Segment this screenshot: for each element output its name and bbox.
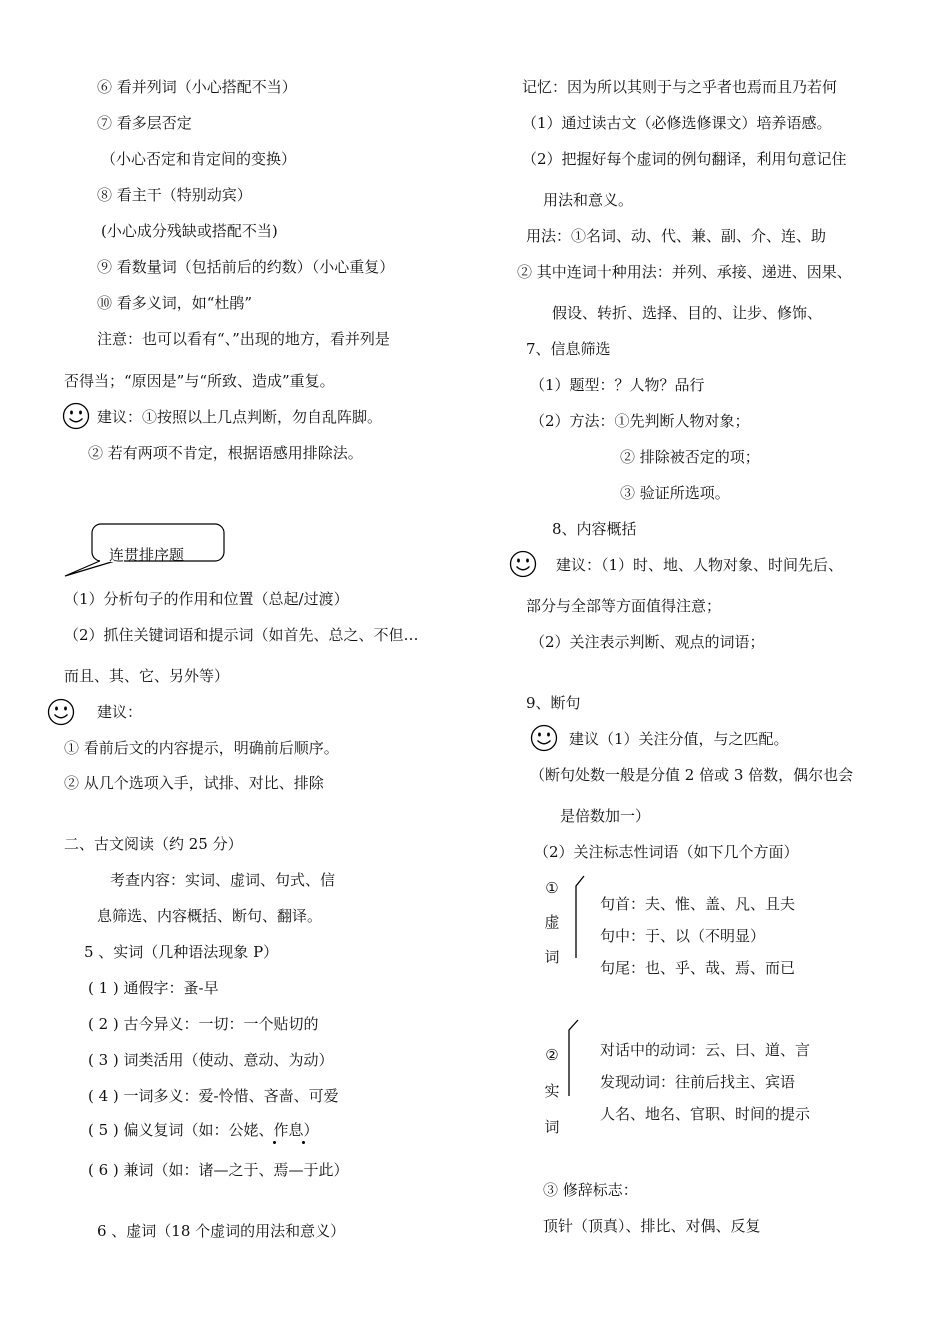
- callout-label: 连贯排序题: [109, 546, 185, 564]
- group-label-char: 词: [544, 948, 560, 966]
- text-line: （2）把握好每个虚词的例句翻译，利用句意记住: [522, 150, 847, 168]
- list-item: 句尾：也、乎、哉、焉、而已: [600, 959, 796, 977]
- text-line: （2）关注表示判断、观点的词语；: [530, 633, 765, 651]
- list-item: 句首：夫、惟、盖、凡、且夫: [600, 895, 796, 913]
- text-line: ② 排除被否定的项；: [620, 448, 760, 466]
- text-line: 用法：①名词、动、代、兼、副、介、连、助: [526, 227, 827, 245]
- text-line: ( 2 ) 古今异义：一切：一个贴切的: [88, 1015, 319, 1033]
- text-line: ⑨ 看数量词（包括前后的约数）（小心重复）: [97, 258, 395, 276]
- text-line: (小心成分残缺或搭配不当): [101, 222, 278, 240]
- text-line: 顶针（顶真）、排比、对偶、反复: [543, 1217, 761, 1235]
- text-line: （2）关注标志性词语（如下几个方面）: [534, 843, 799, 861]
- section-heading: 9、断句: [526, 694, 581, 712]
- smiley-icon: [62, 402, 90, 430]
- text-line: 是倍数加一）: [560, 807, 651, 825]
- text-line: 记忆：因为所以其则于与之乎者也焉而且乃若何: [522, 78, 838, 96]
- text-line: 而且、其、它、另外等）: [64, 667, 230, 685]
- text-line: （断句处数一般是分值 2 倍或 3 倍数，偶尔也会: [530, 766, 854, 784]
- bracket-line: [572, 874, 586, 960]
- text-line: （1）通过读古文（必修选修课文）培养语感。: [522, 114, 832, 132]
- text-line: 建议（1）关注分值，与之匹配。: [569, 730, 789, 748]
- text-line: ( 6 ) 兼词（如：诸—之于、焉—于此）: [88, 1161, 349, 1179]
- text-line: 息筛选、内容概括、断句、翻译。: [97, 907, 323, 925]
- list-item: 对话中的动词：云、曰、道、言: [600, 1041, 811, 1059]
- group-label-marker: ①: [545, 879, 559, 897]
- text-line: ⑥ 看并列词（小心搭配不当）: [97, 78, 297, 96]
- text-line: 考查内容：实词、虚词、句式、信: [110, 871, 336, 889]
- text-line: 用法和意义。: [543, 191, 634, 209]
- bracket-line: [564, 1018, 580, 1098]
- text-line: 注意：也可以看有“、”出现的地方，看并列是: [97, 330, 390, 348]
- text-line: （小心否定和肯定间的变换）: [101, 150, 297, 168]
- text-line: ① 看前后文的内容提示，明确前后顺序。: [64, 739, 339, 757]
- text-line: ② 若有两项不肯定，根据语感用排除法。: [88, 444, 363, 462]
- text-line: （1）题型：？人物？品行: [530, 376, 705, 394]
- emphasis-dot: [273, 1141, 276, 1144]
- text-line: ② 从几个选项入手，试排、对比、排除: [64, 774, 324, 792]
- text-line: 7、信息筛选: [526, 340, 611, 358]
- list-item: 人名、地名、官职、时间的提示: [600, 1105, 811, 1123]
- text-line: 建议：（1）时、地、人物对象、时间先后、: [556, 556, 844, 574]
- text-line: ⑦ 看多层否定: [97, 114, 192, 132]
- text-line: 否得当；“原因是”与“所致、造成”重复。: [64, 372, 335, 390]
- text-line: （1）分析句子的作用和位置（总起/过渡）: [64, 590, 349, 608]
- text-line: 部分与全部等方面值得注意；: [526, 597, 722, 615]
- text-line: ( 5 ) 偏义复词（如：公姥、作息）: [88, 1121, 319, 1139]
- text-line: ② 其中连词十种用法：并列、承接、递进、因果、: [517, 263, 852, 281]
- emphasis-dot: [302, 1141, 305, 1144]
- text-line: ⑩ 看多义词，如“杜鹃”: [97, 294, 253, 312]
- text-line: ③ 验证所选项。: [620, 484, 730, 502]
- smiley-icon: [530, 724, 558, 752]
- text-line: （2）抓住关键词语和提示词（如首先、总之、不但…: [64, 626, 419, 644]
- text-line: 建议：: [97, 703, 143, 721]
- group-label-char: 虚: [544, 913, 560, 931]
- list-item: 句中：于、以（不明显）: [600, 927, 766, 945]
- text-line: （2）方法：①先判断人物对象；: [530, 412, 750, 430]
- text-line: ( 1 ) 通假字：蚤-早: [88, 979, 219, 997]
- text-line: 假设、转折、选择、目的、让步、修饰、: [552, 304, 823, 322]
- text-line: 5 、实词（几种语法现象 P）: [84, 943, 279, 961]
- smiley-icon: [509, 550, 537, 578]
- text-line: 8、内容概括: [552, 520, 637, 538]
- list-item: 发现动词：往前后找主、宾语: [600, 1073, 796, 1091]
- section-heading: 二、古文阅读（约 25 分）: [64, 835, 243, 853]
- group-label-marker: ②: [545, 1046, 559, 1064]
- text-line: ⑧ 看主干（特别动宾）: [97, 186, 252, 204]
- text-line: 6 、虚词（18 个虚词的用法和意义）: [97, 1222, 346, 1240]
- group-label-char: 词: [544, 1118, 560, 1136]
- text-line: ( 4 ) 一词多义：爱-怜惜、吝啬、可爱: [88, 1087, 339, 1105]
- text-line: ( 3 ) 词类活用（使动、意动、为动）: [88, 1051, 334, 1069]
- text-line: ③ 修辞标志：: [543, 1181, 638, 1199]
- smiley-icon: [47, 698, 75, 726]
- text-line: 建议：①按照以上几点判断，勿自乱阵脚。: [97, 408, 383, 426]
- group-label-char: 实: [544, 1082, 560, 1100]
